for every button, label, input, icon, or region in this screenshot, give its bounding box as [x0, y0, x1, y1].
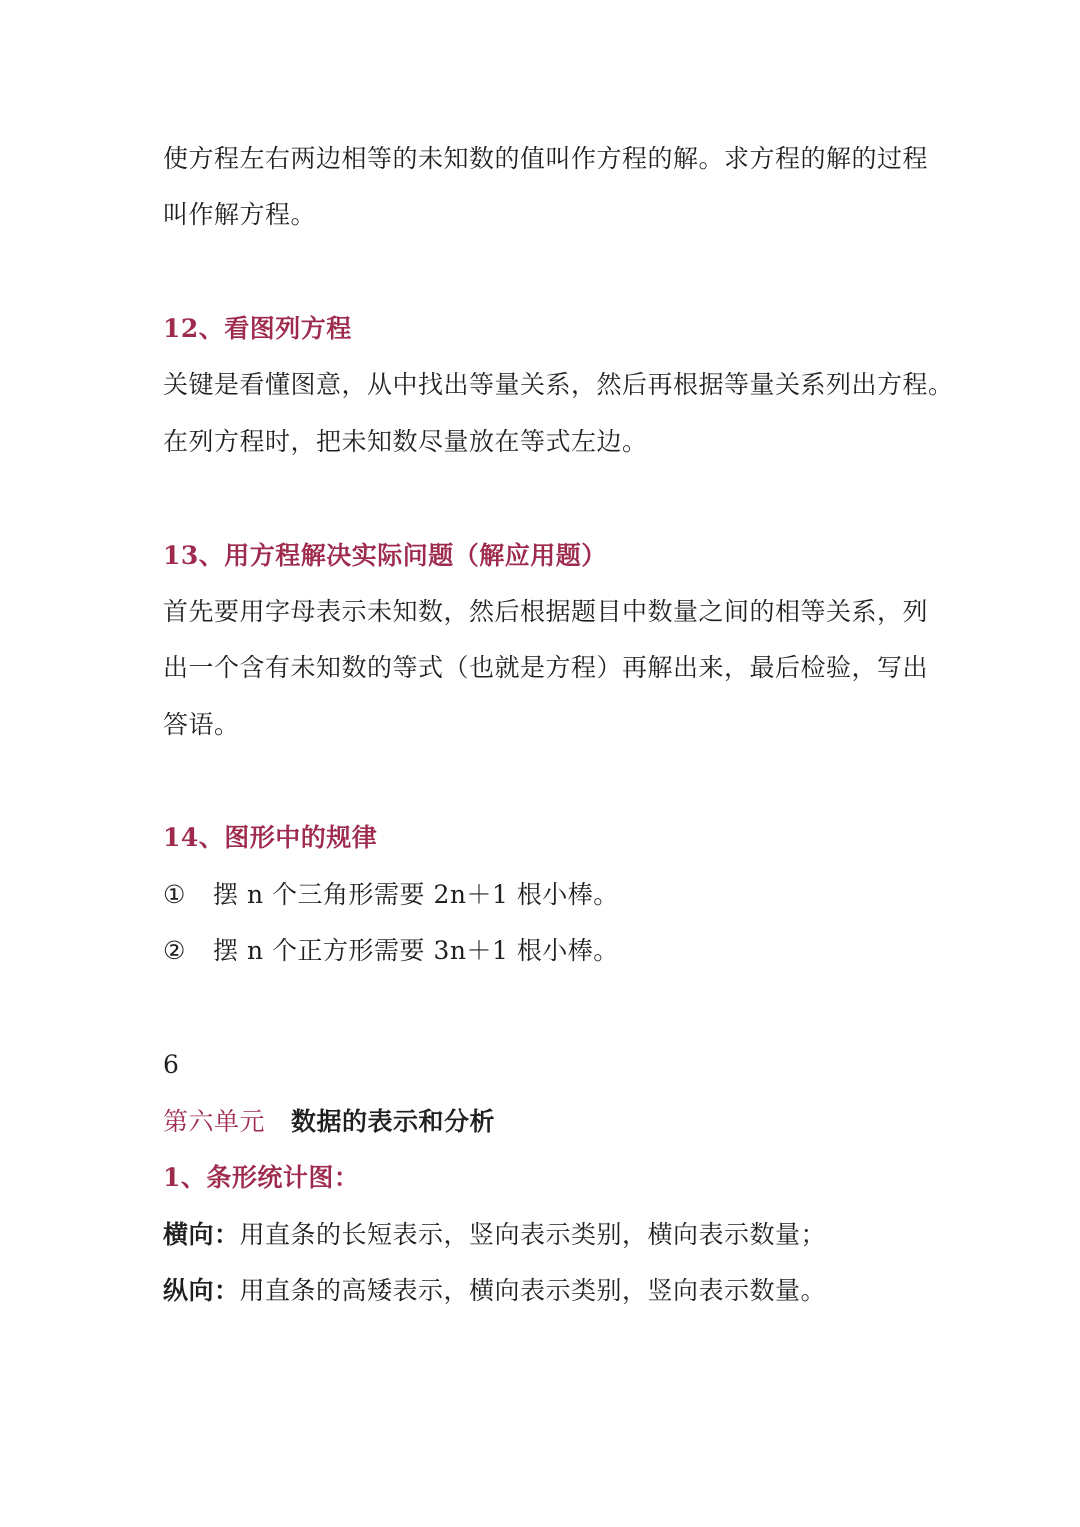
section-12-title: 12、看图列方程: [163, 314, 352, 343]
horizontal-text: 用直条的长短表示，竖向表示类别，横向表示数量；: [239, 1220, 827, 1249]
unit-label: 第六单元: [163, 1107, 266, 1136]
section-13-line-3: 答语。: [163, 710, 240, 739]
section-13-title: 13、用方程解决实际问题（解应用题）: [163, 541, 607, 570]
section-14-item-2: [163, 934, 619, 968]
page-number: 6: [163, 1050, 180, 1079]
vertical-text: 用直条的高矮表示，横向表示类别，竖向表示数量。: [239, 1276, 827, 1305]
intro-line-1: 使方程左右两边相等的未知数的值叫作方程的解。求方程的解的过程: [163, 144, 929, 173]
section-13-line-1: 首先要用字母表示未知数，然后根据题目中数量之间的相等关系，列: [163, 597, 929, 626]
section-14-item-1: [163, 878, 619, 912]
section-13-line-2: 出一个含有未知数的等式（也就是方程）再解出来，最后检验，写出: [163, 653, 929, 682]
item-text-2: 摆 n 个正方形需要 3n＋1 根小棒。: [213, 936, 619, 965]
horizontal-bar-line: [163, 1218, 826, 1252]
horizontal-label: 横向：: [163, 1220, 240, 1249]
intro-line-2: 叫作解方程。: [163, 200, 317, 229]
section-12-line-2: 在列方程时，把未知数尽量放在等式左边。: [163, 427, 648, 456]
item-marker-2: ②: [163, 936, 186, 965]
section-12-line-1: 关键是看懂图意，从中找出等量关系，然后再根据等量关系列出方程。: [163, 370, 954, 399]
vertical-label: 纵向：: [163, 1276, 240, 1305]
unit-6-heading: [163, 1105, 495, 1139]
section-14-title: 14、图形中的规律: [163, 823, 378, 852]
vertical-bar-line: [163, 1274, 826, 1308]
unit-title: 数据的表示和分析: [291, 1107, 496, 1136]
item-marker-1: ①: [163, 880, 186, 909]
item-text-1: 摆 n 个三角形需要 2n＋1 根小棒。: [213, 880, 619, 909]
bar-chart-subtitle: 1、条形统计图：: [163, 1163, 360, 1192]
